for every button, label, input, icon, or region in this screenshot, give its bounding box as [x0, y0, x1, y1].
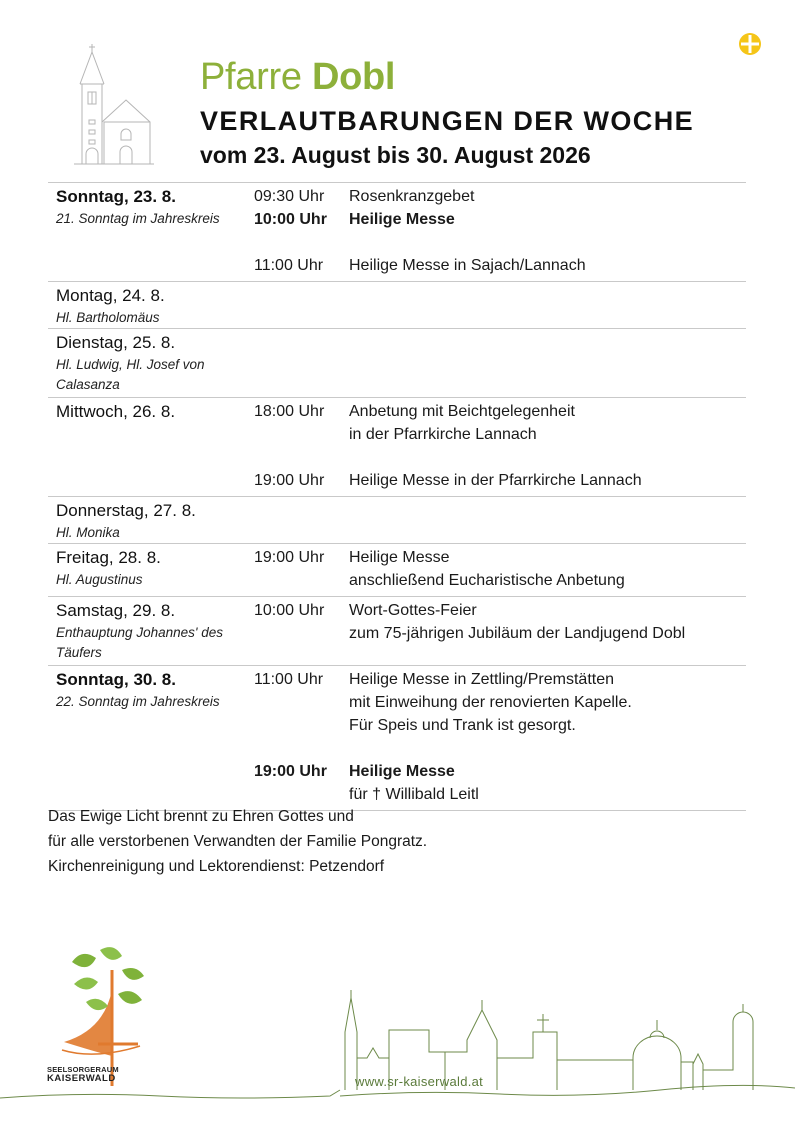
day-feast: 22. Sonntag im Jahreskreis — [56, 694, 220, 709]
event-time: 19:00 Uhr — [254, 472, 325, 489]
event-line: Wort-Gottes-Feier — [349, 602, 477, 619]
event-line: in der Pfarrkirche Lannach — [349, 426, 537, 443]
event-line: Rosenkranzgebet — [349, 188, 475, 205]
day-row — [48, 329, 746, 398]
event-description — [349, 668, 746, 737]
event-line: zum 75-jährigen Jubiläum der Landjugend Dobl — [349, 625, 686, 642]
day-column — [56, 332, 252, 395]
org-line1: SEELSORGERAUM — [47, 1065, 119, 1074]
event-line: Heilige Messe in der Pfarrkirche Lannach — [349, 472, 642, 489]
date-range: vom 23. August bis 30. August 2026 — [200, 142, 591, 168]
event-time: 19:00 Uhr — [254, 763, 327, 780]
weekly-schedule — [48, 182, 746, 811]
day-row — [48, 544, 746, 597]
event-line: Für Speis und Trank ist gesorgt. — [349, 717, 576, 734]
event-description — [349, 546, 746, 592]
event-list — [254, 546, 746, 592]
page-title: VERLAUTBARUNGEN DER WOCHE — [200, 106, 694, 136]
day-column — [56, 500, 252, 543]
event — [254, 400, 746, 446]
event-description — [349, 469, 746, 492]
event-time: 10:00 Uhr — [254, 602, 325, 619]
event-line: Anbetung mit Beichtgelegenheit — [349, 403, 575, 420]
event — [254, 546, 746, 592]
day-row — [48, 398, 746, 497]
day-feast: Hl. Bartholomäus — [56, 310, 160, 325]
day-name: Montag, 24. 8. — [56, 286, 165, 305]
cross-badge-icon — [738, 32, 762, 56]
event-list — [254, 400, 746, 492]
day-row — [48, 183, 746, 282]
event-description — [349, 599, 746, 645]
event-list — [254, 185, 746, 277]
event-list — [254, 499, 746, 539]
parish-title — [200, 58, 395, 96]
parish-prefix: Pfarre — [200, 56, 302, 98]
event-description — [349, 185, 746, 208]
footer-artwork — [0, 940, 795, 1124]
event-time: 11:00 Uhr — [254, 671, 324, 688]
note-line: für alle verstorbenen Verwandten der Familie Pongratz. — [48, 833, 428, 850]
notes — [48, 804, 427, 879]
event-line: Heilige Messe in Sajach/Lannach — [349, 257, 586, 274]
event-line: anschließend Eucharistische Anbetung — [349, 572, 625, 589]
event-line: Heilige Messe in Zettling/Premstätten — [349, 671, 614, 688]
org-line2: KAISERWALD — [47, 1073, 116, 1084]
note-line: Kirchenreinigung und Lektorendienst: Petzendorf — [48, 858, 385, 875]
day-column — [56, 401, 252, 423]
event-time: 09:30 Uhr — [254, 188, 325, 205]
event-list — [254, 668, 746, 806]
day-column — [56, 285, 252, 328]
org-label — [47, 1065, 119, 1083]
day-feast: Hl. Augustinus — [56, 572, 143, 587]
event — [254, 185, 746, 208]
day-feast: 21. Sonntag im Jahreskreis — [56, 211, 220, 226]
day-row — [48, 282, 746, 329]
event-line: Heilige Messe — [349, 763, 455, 780]
event — [254, 469, 746, 492]
event — [254, 208, 746, 231]
event-time: 11:00 Uhr — [254, 257, 324, 274]
event — [254, 254, 746, 277]
event-description — [349, 208, 746, 231]
event-time: 10:00 Uhr — [254, 211, 327, 228]
day-feast: Hl. Ludwig, Hl. Josef von Calasanza — [56, 357, 205, 392]
event-line: Heilige Messe — [349, 211, 455, 228]
event-line: mit Einweihung der renovierten Kapelle. — [349, 694, 632, 711]
day-column — [56, 186, 252, 229]
day-name: Sonntag, 30. 8. — [56, 670, 176, 689]
event — [254, 668, 746, 737]
event-line: für † Willibald Leitl — [349, 786, 479, 803]
note-line: Das Ewige Licht brennt zu Ehren Gottes und — [48, 808, 354, 825]
event-list — [254, 331, 746, 393]
event-line: Heilige Messe — [349, 549, 450, 566]
day-column — [56, 669, 252, 712]
day-name: Donnerstag, 27. 8. — [56, 501, 196, 520]
day-name: Mittwoch, 26. 8. — [56, 402, 176, 421]
event-description — [349, 254, 746, 277]
day-feast: Enthauptung Johannes' des Täufers — [56, 625, 223, 660]
day-column — [56, 547, 252, 590]
day-name: Sonntag, 23. 8. — [56, 187, 176, 206]
day-feast: Hl. Monika — [56, 525, 120, 540]
event-list — [254, 599, 746, 661]
day-name: Freitag, 28. 8. — [56, 548, 161, 567]
website-link[interactable]: www.sr-kaiserwald.at — [355, 1074, 484, 1089]
day-column — [56, 600, 252, 663]
event-list — [254, 284, 746, 324]
day-row — [48, 497, 746, 544]
church-outline-icon — [72, 42, 156, 166]
day-name: Samstag, 29. 8. — [56, 601, 176, 620]
day-name: Dienstag, 25. 8. — [56, 333, 176, 352]
event — [254, 599, 746, 645]
event-description — [349, 760, 746, 806]
event — [254, 760, 746, 806]
event-description — [349, 400, 746, 446]
parish-name: Dobl — [311, 56, 396, 98]
event-time: 19:00 Uhr — [254, 549, 325, 566]
event-time: 18:00 Uhr — [254, 403, 325, 420]
day-row — [48, 597, 746, 666]
day-row — [48, 666, 746, 811]
